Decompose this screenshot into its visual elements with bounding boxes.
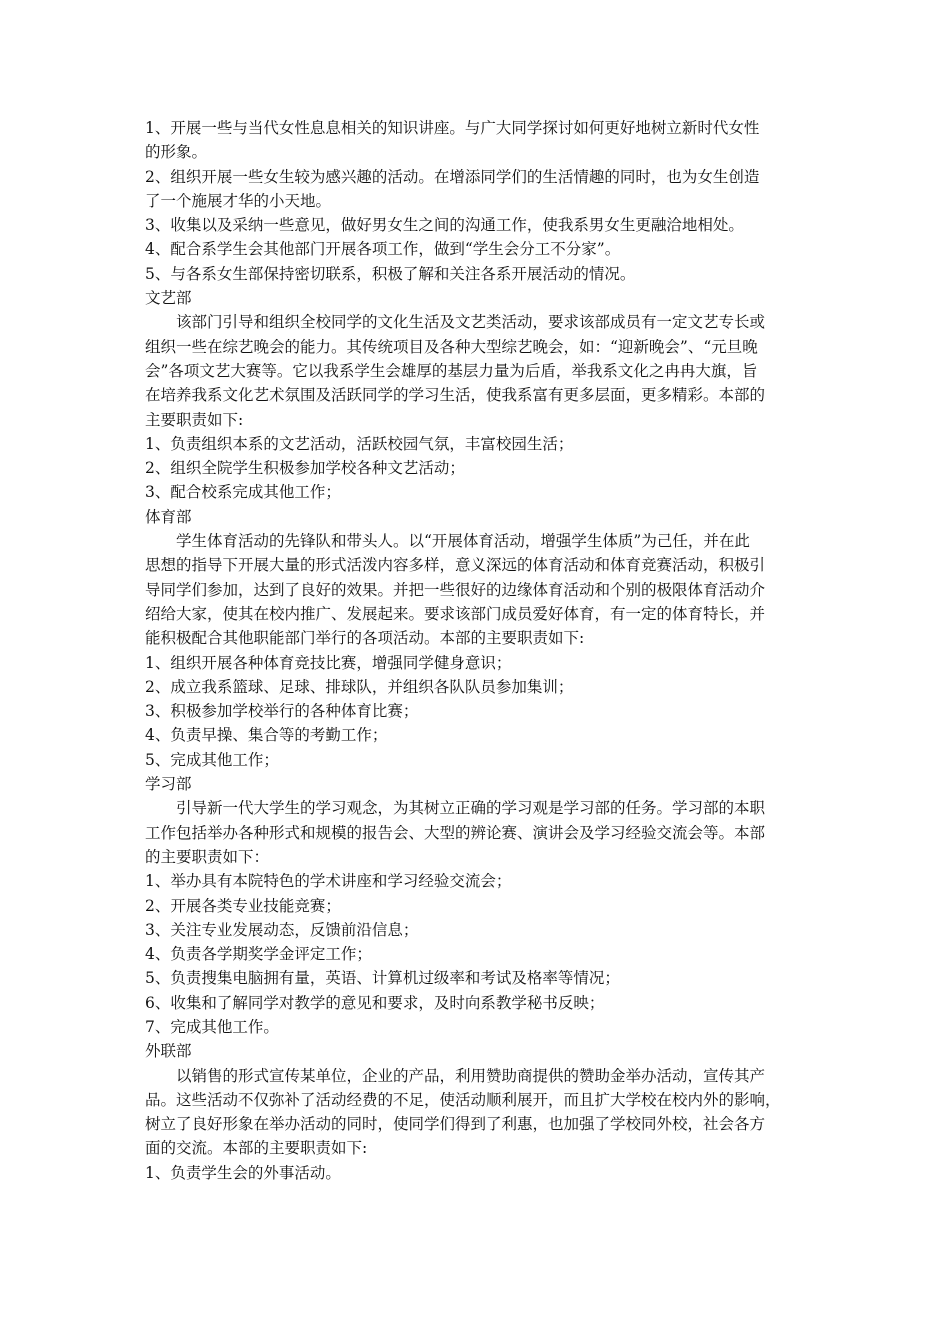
tiyu-section xyxy=(145,505,807,772)
section-heading: 学习部 xyxy=(145,775,192,794)
paragraph-line: 该部门引导和组织全校同学的文化生活及文艺类活动，要求该部成员有一定文艺专长或 xyxy=(176,313,766,332)
list-item: 2、开展各类专业技能竞赛； xyxy=(145,896,341,915)
paragraph-line: 品。这些活动不仅弥补了活动经费的不足，使活动顺利展开，而且扩大学校在校内外的影响， xyxy=(145,1090,781,1109)
intro-line: 3、收集以及采纳一些意见，做好男女生之间的沟通工作，使我系男女生更融洽地相处。 xyxy=(145,216,744,235)
paragraph-line: 组织一些在综艺晚会的能力。其传统项目及各种大型综艺晚会，如：“迎新晚会”、“元旦晚 xyxy=(145,337,758,356)
intro-line: 了一个施展才华的小天地。 xyxy=(145,191,332,210)
list-item: 2、组织全院学生积极参加学校各种文艺活动； xyxy=(145,459,465,478)
list-item: 5、负责搜集电脑拥有量，英语、计算机过级率和考试及格率等情况； xyxy=(145,969,620,988)
list-item: 3、关注专业发展动态，反馈前沿信息； xyxy=(145,920,419,939)
section-heading: 文艺部 xyxy=(145,289,192,308)
list-item: 1、负责学生会的外事活动。 xyxy=(145,1163,341,1182)
paragraph-line: 以销售的形式宣传某单位，企业的产品，利用赞助商提供的赞助金举办活动，宣传其产 xyxy=(176,1066,766,1085)
list-item: 7、完成其他工作。 xyxy=(145,1017,279,1036)
list-item: 3、配合校系完成其他工作； xyxy=(145,483,341,502)
document-page xyxy=(145,116,807,1185)
list-item: 5、完成其他工作； xyxy=(145,750,279,769)
paragraph-line: 面的交流。本部的主要职责如下: xyxy=(145,1139,368,1158)
list-item: 2、成立我系篮球、足球、排球队，并组织各队队员参加集训； xyxy=(145,677,574,696)
section-heading: 体育部 xyxy=(145,507,192,526)
list-item: 1、负责组织本系的文艺活动，活跃校园气氛，丰富校园生活； xyxy=(145,434,574,453)
paragraph-line: 绍给大家，使其在校内推广、发展起来。要求该部门成员爱好体育，有一定的体育特长，并 xyxy=(145,604,766,623)
list-item: 4、负责各学期奖学金评定工作； xyxy=(145,945,372,964)
paragraph-line: 引导新一代大学生的学习观念，为其树立正确的学习观是学习部的任务。学习部的本职 xyxy=(176,799,766,818)
paragraph-line: 树立了良好形象在举办活动的同时，使同学们得到了利惠，也加强了学校同外校，社会各方 xyxy=(145,1115,766,1134)
list-item: 1、组织开展各种体育竞技比赛，增强同学健身意识； xyxy=(145,653,512,672)
paragraph-line: 会”各项文艺大赛等。它以我系学生会雄厚的基层力量为后盾，举我系文化之冉冉大旗，旨 xyxy=(145,361,758,380)
paragraph-line: 能积极配合其他职能部门举行的各项活动。本部的主要职责如下: xyxy=(145,629,585,648)
intro-line: 1、开展一些与当代女性息息相关的知识讲座。与广大同学探讨如何更好地树立新时代女性 xyxy=(145,119,760,137)
paragraph-line: 思想的指导下开展大量的形式活泼内容多样，意义深远的体育活动和体育竞赛活动，积极引 xyxy=(145,556,766,575)
paragraph-line: 主要职责如下: xyxy=(145,410,244,429)
intro-line: 4、配合系学生会其他部门开展各项工作，做到“学生会分工不分家”。 xyxy=(145,240,621,259)
section-heading: 外联部 xyxy=(145,1042,192,1061)
intro-section xyxy=(145,116,807,286)
list-item: 6、收集和了解同学对教学的意见和要求，及时向系教学秘书反映； xyxy=(145,993,605,1012)
intro-line: 5、与各系女生部保持密切联系，积极了解和关注各系开展活动的情况。 xyxy=(145,264,636,283)
list-item: 4、负责早操、集合等的考勤工作； xyxy=(145,726,388,745)
intro-line: 的形象。 xyxy=(145,143,208,162)
paragraph-line: 学生体育活动的先锋队和带头人。以“开展体育活动，增强学生体质”为己任，并在此 xyxy=(176,532,750,551)
list-item: 3、积极参加学校举行的各种体育比赛； xyxy=(145,702,419,721)
list-item: 1、举办具有本院特色的学术讲座和学习经验交流会； xyxy=(145,872,512,891)
paragraph-line: 在培养我系文化艺术氛围及活跃同学的学习生活，使我系富有更多层面，更多精彩。本部的 xyxy=(145,386,766,405)
wenyi-section xyxy=(145,286,807,505)
intro-line: 2、组织开展一些女生较为感兴趣的活动。在增添同学们的生活情趣的同时，也为女生创造 xyxy=(145,167,760,186)
paragraph-line: 工作包括举办各种形式和规模的报告会、大型的辨论赛、演讲会及学习经验交流会等。本部 xyxy=(145,823,766,842)
xuexi-section xyxy=(145,772,807,1039)
paragraph-line: 的主要职责如下： xyxy=(145,847,270,866)
wailian-section xyxy=(145,1039,807,1185)
paragraph-line: 导同学们参加，达到了良好的效果。并把一些很好的边缘体育活动和个别的极限体育活动介 xyxy=(145,580,766,599)
